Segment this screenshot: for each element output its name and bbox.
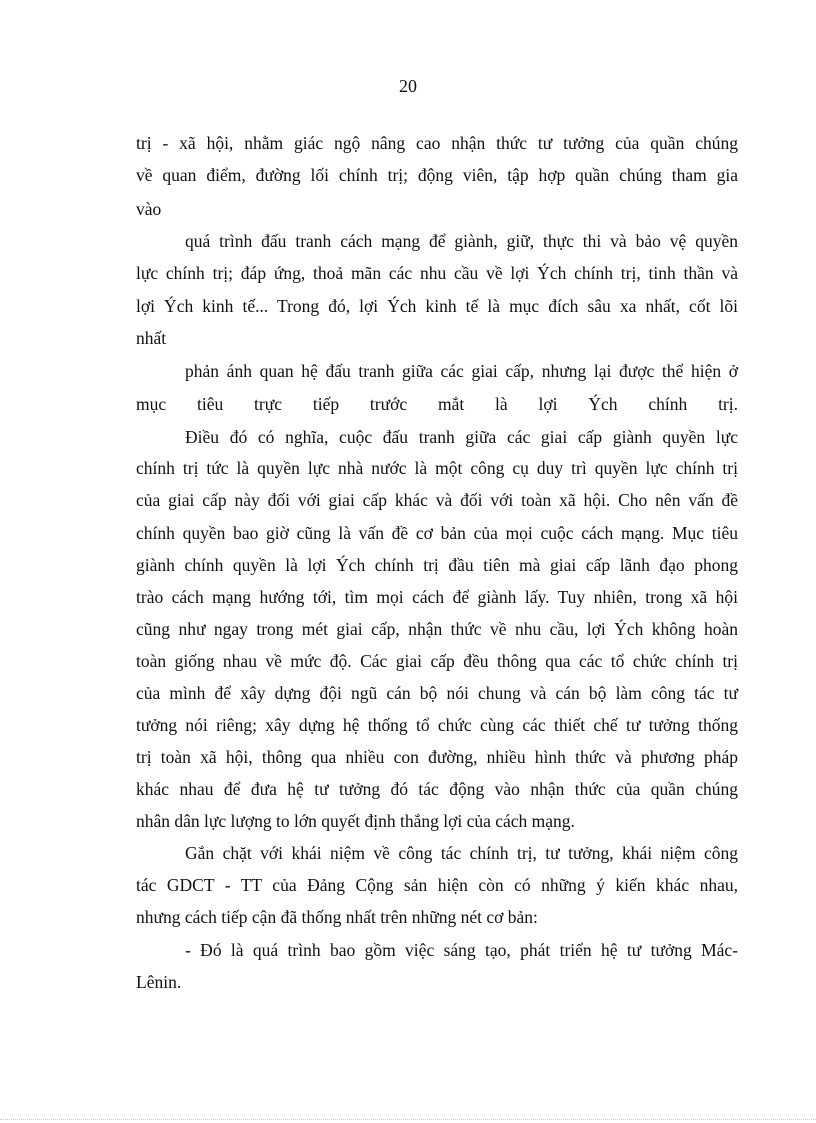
page-bottom-border bbox=[0, 1119, 816, 1120]
text-line: quá trình đấu tranh cách mạng để giành, giữ, thực thi và bảo vệ quyền bbox=[185, 231, 738, 251]
text-line: lợi Ých kinh tế... Trong đó, lợi Ých kinh tế là mục đích sâu xa nhất, cốt lõi bbox=[136, 296, 738, 316]
text-line: Lênin. bbox=[136, 972, 182, 992]
text-line: Điều đó có nghĩa, cuộc đấu tranh giữa các giai cấp giành quyền lực bbox=[185, 427, 738, 447]
text-line: lực chính trị; đáp ứng, thoả mãn các nhu cầu về lợi Ých chính trị, tinh thần và bbox=[136, 263, 738, 283]
text-line: toàn giống nhau về mức độ. Các giai cấp đều thông qua các tổ chức chính trị bbox=[136, 651, 738, 671]
text-line: Gắn chặt với khái niệm về công tác chính trị, tư tưởng, khái niệm công bbox=[185, 843, 738, 863]
text-line: trị toàn xã hội, thông qua nhiều con đường, nhiều hình thức và phương pháp bbox=[136, 747, 738, 767]
text-line: chính trị tức là quyền lực nhà nước là một công cụ duy trì quyền lực chính trị bbox=[136, 458, 738, 478]
text-line: nhưng cách tiếp cận đã thống nhất trên những nét cơ bản: bbox=[136, 907, 538, 927]
text-line: - Đó là quá trình bao gồm việc sáng tạo, phát triển hệ tư tưởng Mác- bbox=[185, 940, 738, 960]
text-line: nhất bbox=[136, 328, 167, 348]
text-line: về quan điểm, đường lối chính trị; động viên, tập hợp quần chúng tham gia bbox=[136, 165, 738, 185]
text-line: nhân dân lực lượng to lớn quyết định thắng lợi của cách mạng. bbox=[136, 811, 575, 831]
text-line: cũng như ngay trong mét giai cấp, nhận thức về nhu cầu, lợi Ých không hoàn bbox=[136, 619, 738, 639]
text-line: của giai cấp này đối với giai cấp khác và đối với toàn xã hội. Cho nên vấn đề bbox=[136, 490, 738, 510]
text-line: vào bbox=[136, 199, 162, 219]
text-line: chính quyền bao giờ cũng là vấn đề cơ bản của mọi cuộc cách mạng. Mục tiêu bbox=[136, 523, 738, 543]
text-line: của mình để xây dựng đội ngũ cán bộ nói chung và cán bộ làm công tác tư bbox=[136, 683, 738, 703]
page-number: 20 bbox=[399, 76, 417, 96]
text-line: mục tiêu trực tiếp trước mắt là lợi Ých chính trị. bbox=[136, 394, 738, 414]
text-line: trị - xã hội, nhằm giác ngộ nâng cao nhận thức tư tưởng của quần chúng bbox=[136, 133, 738, 153]
text-line: khác nhau để đưa hệ tư tưởng đó tác động vào nhận thức của quần chúng bbox=[136, 779, 738, 799]
text-line: phản ánh quan hệ đấu tranh giữa các giai cấp, nhưng lại được thể hiện ở bbox=[185, 361, 738, 381]
text-line: trào cách mạng hướng tới, tìm mọi cách để giành lấy. Tuy nhiên, trong xã hội bbox=[136, 587, 738, 607]
text-line: tưởng nói riêng; xây dựng hệ thống tổ chức cùng các thiết chế tư tưởng thống bbox=[136, 715, 738, 735]
text-line: giành chính quyền là lợi Ých chính trị đầu tiên mà giai cấp lãnh đạo phong bbox=[136, 555, 738, 575]
text-line: tác GDCT - TT của Đảng Cộng sản hiện còn có những ý kiến khác nhau, bbox=[136, 875, 738, 895]
